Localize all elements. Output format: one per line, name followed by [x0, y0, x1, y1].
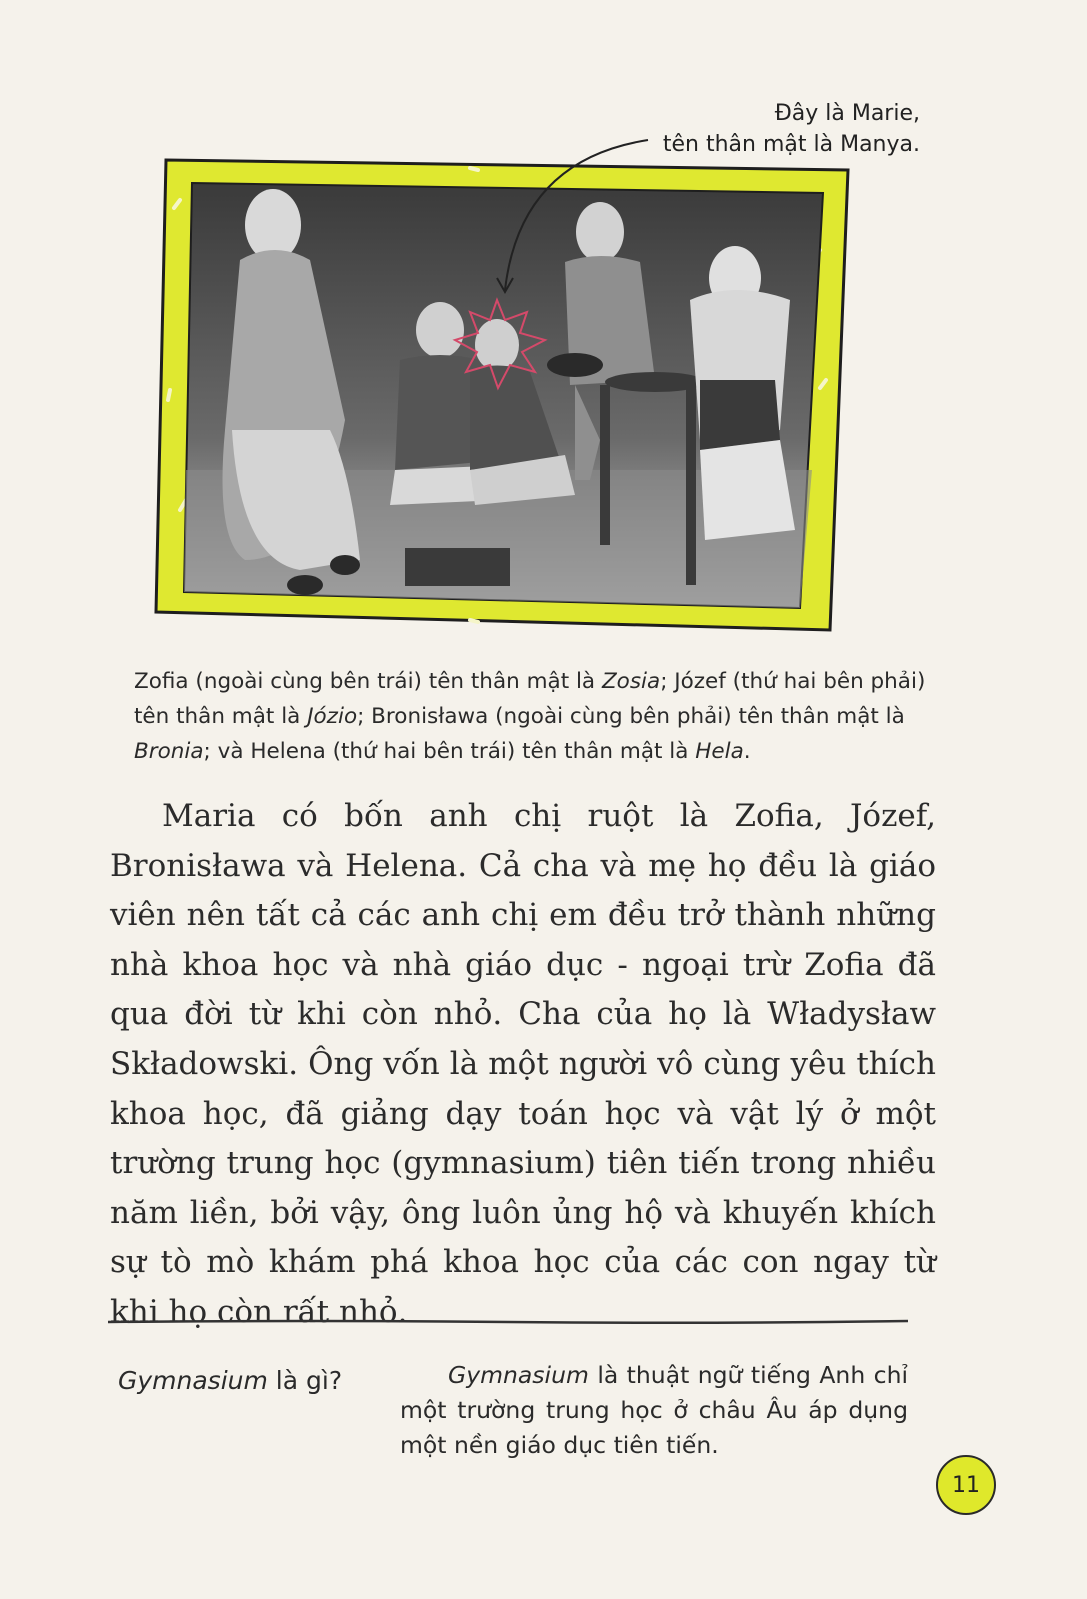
figure-helena: [390, 302, 510, 505]
figure-jozef: [547, 202, 655, 480]
figure-bronislawa: [690, 246, 795, 540]
caption-nickname: Bronia: [134, 739, 204, 764]
photo-annotation: [640, 98, 920, 160]
caption-text: Zofia (ngoài cùng bên trái) tên thân mật là: [134, 669, 602, 694]
caption-nickname: Zosia: [601, 669, 661, 694]
annotation-line-2: tên thân mật là Manya.: [662, 132, 920, 157]
caption-nickname: Hela: [695, 739, 744, 764]
caption-text: ; và Helena (thứ hai bên trái) tên thân mật là: [203, 739, 696, 764]
definition-term-italic: Gymnasium: [448, 1361, 589, 1389]
section-divider: [108, 1318, 908, 1326]
table: [600, 372, 705, 585]
figure-manya: [455, 300, 575, 505]
definition-term: [118, 1366, 342, 1395]
figure-zofia: [223, 189, 361, 595]
family-photo-frame: [0, 0, 1087, 700]
annotation-line-1: Đây là Marie,: [774, 101, 920, 126]
term-rest: là gì?: [267, 1366, 343, 1395]
definition-text: là thuật ngữ tiếng Anh chỉ một trường trung học ở châu Âu áp dụng một nền giáo dục tiên tiến.: [400, 1361, 908, 1459]
caption-text: ; Józef (thứ hai bên phải) tên thân mật là: [134, 669, 926, 729]
definition-body: [400, 1358, 908, 1463]
caption-nickname: Józio: [307, 704, 358, 729]
page-number-badge: 11: [936, 1455, 996, 1515]
term-italic: Gymnasium: [118, 1366, 268, 1395]
caption-text: ; Bronisława (ngoài cùng bên phải) tên thân mật là: [357, 704, 905, 729]
body-paragraph: Maria có bốn anh chị ruột là Zofia, Józef, Bronisława và Helena. Cả cha và mẹ họ đều là giáo viên nên tất cả các anh chị em đều trở thành những nhà khoa học và nhà giáo dục - ngoại trừ Zofia đã qua đời từ khi còn nhỏ. Cha của họ là Władysław Składowski. Ông vốn là một người vô cùng yêu thích khoa học, đã giảng dạy toán học và vật lý ở một trường trung học (gymnasium) tiên tiến trong nhiều năm liền, bởi vậy, ông luôn ủng hộ và khuyến khích sự tò mò khám phá khoa học của các con ngay từ khi họ còn rất nhỏ.: [110, 798, 936, 1330]
photo-caption: [134, 664, 934, 769]
caption-text: .: [743, 739, 751, 764]
